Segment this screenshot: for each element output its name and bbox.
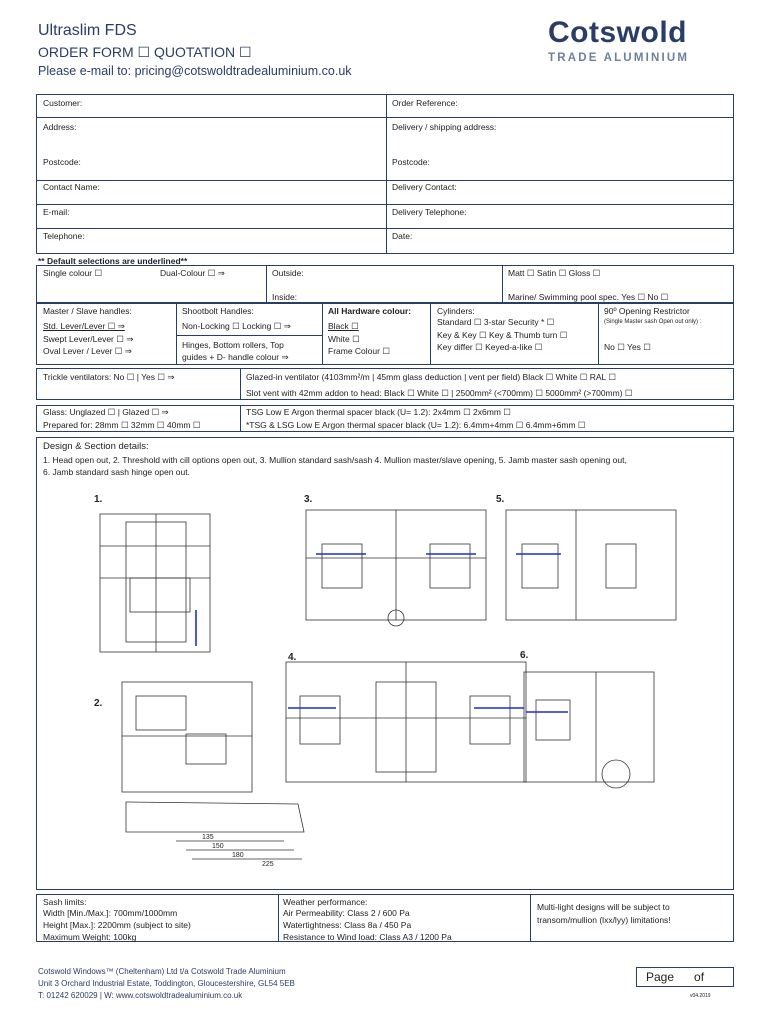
dimension-label: 180 — [232, 852, 244, 859]
delivery-address-field[interactable]: Delivery / shipping address: — [392, 122, 497, 132]
delivery-telephone-field[interactable]: Delivery Telephone: — [392, 207, 467, 217]
email-instruction: Please e-mail to: pricing@cotswoldtradealuminium.co.uk — [38, 64, 352, 78]
design-description-2: 6. Jamb standard sash hinge open out. — [43, 467, 190, 477]
postcode-field[interactable]: Postcode: — [43, 157, 81, 167]
dimension-label: 150 — [212, 843, 224, 850]
sash-limits-title: Sash limits: — [43, 897, 87, 907]
dimension-label: 225 — [262, 861, 274, 868]
weather-title: Weather performance: — [283, 897, 368, 907]
footer-company: Cotswold Windows™ (Cheltenham) Ltd t/a Cotswold Trade Aluminium — [38, 967, 286, 976]
tsg-options[interactable]: TSG Low E Argon thermal spacer black (U= 1.2): 2x4mm ☐ 2x6mm ☐ — [246, 407, 511, 417]
design-description-1: 1. Head open out, 2. Threshold with cill options open out, 3. Mullion standard sash/sash 4. Mullion master/slave opening, 5. Jamb master sash opening out, — [43, 455, 627, 465]
footer-contact: T: 01242 620029 | W: www.cotswoldtradealuminium.co.uk — [38, 991, 243, 1000]
marine-spec-options[interactable]: Marine/ Swimming pool spec. Yes ☐ No ☐ — [508, 292, 669, 302]
dual-colour-option[interactable]: Dual-Colour ☐ ⇒ — [160, 268, 225, 278]
section-drawings — [36, 486, 734, 884]
cylinders-title: Cylinders: — [437, 306, 475, 316]
default-selections-note: ** Default selections are underlined** — [38, 256, 188, 266]
slot-vent-options[interactable]: Slot vent with 42mm addon to head: Black ☐ White ☐ | 2500mm² (<700mm) ☐ 5000mm² (>700mm) ☐ — [246, 388, 633, 398]
version-label: v04.2019 — [690, 993, 711, 999]
glazed-in-ventilator-options[interactable]: Glazed-in ventilator (4103mm²/m | 45mm glass deduction | vent per field) Black ☐ White ☐ RAL ☐ — [246, 372, 616, 382]
cylinder-differ-option[interactable]: Key differ ☐ Keyed-a-like ☐ — [437, 342, 543, 352]
date-field[interactable]: Date: — [392, 231, 413, 241]
form-type[interactable]: ORDER FORM ☐ QUOTATION ☐ — [38, 44, 252, 60]
prepared-for-options[interactable]: Prepared for: 28mm ☐ 32mm ☐ 40mm ☐ — [43, 420, 201, 430]
hardware-frame-colour-option[interactable]: Frame Colour ☐ — [328, 346, 390, 356]
shootbolt-options[interactable]: Non-Locking ☐ Locking ☐ ⇒ — [182, 321, 291, 331]
air-permeability: Air Permeability: Class 2 / 600 Pa — [283, 908, 410, 918]
drawing-number-1: 1. — [94, 494, 103, 505]
hardware-colour-title: All Hardware colour: — [328, 306, 412, 316]
order-reference-field[interactable]: Order Reference: — [392, 98, 458, 108]
multi-light-note-1: Multi-light designs will be subject to — [537, 902, 670, 912]
customer-field[interactable]: Customer: — [43, 98, 83, 108]
sash-weight: Maximum Weight: 100kg — [43, 932, 137, 942]
contact-name-field[interactable]: Contact Name: — [43, 182, 100, 192]
tsg-lsg-options[interactable]: *TSG & LSG Low E Argon thermal spacer black (U= 1.2): 6.4mm+4mm ☐ 6.4mm+6mm ☐ — [246, 420, 586, 430]
drawing-number-3: 3. — [304, 494, 313, 505]
oval-lever-option[interactable]: Oval Lever / Lever ☐ ⇒ — [43, 346, 132, 356]
swept-lever-option[interactable]: Swept Lever/Lever ☐ ⇒ — [43, 334, 134, 344]
restrictor-title: 90º Opening Restrictor — [604, 306, 690, 316]
restrictor-note: (Single Master sash Open out only) : — [604, 319, 702, 325]
logo-main: Cotswold — [548, 16, 687, 49]
multi-light-note-2: transom/mullion (lxx/lyy) limitations! — [537, 915, 671, 925]
hinges-label: Hinges, Bottom rollers, Top — [182, 340, 284, 350]
drawing-number-2: 2. — [94, 698, 103, 709]
std-lever-option[interactable]: Std. Lever/Lever ☐ ⇒ — [43, 321, 125, 331]
single-colour-option[interactable]: Single colour ☐ — [43, 268, 103, 278]
customer-box — [36, 94, 734, 254]
watertightness: Watertightness: Class 8a / 450 Pa — [283, 920, 412, 930]
delivery-postcode-field[interactable]: Postcode: — [392, 157, 430, 167]
glass-options[interactable]: Glass: Unglazed ☐ | Glazed ☐ ⇒ — [43, 407, 169, 417]
hardware-white-option[interactable]: White ☐ — [328, 334, 360, 344]
email-field[interactable]: E-mail: — [43, 207, 70, 217]
restrictor-options[interactable]: No ☐ Yes ☐ — [604, 342, 651, 352]
dimension-label: 135 — [202, 834, 214, 841]
finish-options[interactable]: Matt ☐ Satin ☐ Gloss ☐ — [508, 268, 601, 278]
shootbolt-title: Shootbolt Handles: — [182, 306, 254, 316]
sash-height: Height [Max.]: 2200mm (subject to site) — [43, 920, 191, 930]
outside-colour-field[interactable]: Outside: — [272, 268, 304, 278]
design-title: Design & Section details: — [43, 441, 149, 452]
trickle-ventilators-options[interactable]: Trickle ventilators: No ☐ | Yes ☐ ⇒ — [43, 372, 175, 382]
footer-address: Unit 3 Orchard Industrial Estate, Toddington, Gloucestershire, GL54 5EB — [38, 979, 295, 988]
drawing-number-5: 5. — [496, 494, 505, 505]
cylinder-key-option[interactable]: Key & Key ☐ Key & Thumb turn ☐ — [437, 330, 568, 340]
page-label: Page of — [646, 970, 705, 984]
address-field[interactable]: Address: — [43, 122, 77, 132]
logo-sub: TRADE ALUMINIUM — [548, 52, 690, 64]
sash-width: Width [Min./Max.]: 700mm/1000mm — [43, 908, 178, 918]
form-title: Ultraslim FDS — [38, 22, 137, 39]
cylinder-standard-option[interactable]: Standard ☐ 3-star Security * ☐ — [437, 317, 555, 327]
handles-title: Master / Slave handles: — [43, 306, 132, 316]
wind-resistance: Resistance to Wind load: Class A3 / 1200 Pa — [283, 932, 452, 942]
telephone-field[interactable]: Telephone: — [43, 231, 85, 241]
hardware-black-option[interactable]: Black ☐ — [328, 321, 359, 331]
drawing-number-6: 6. — [520, 650, 529, 661]
inside-colour-field[interactable]: Inside: — [272, 292, 298, 302]
delivery-contact-field[interactable]: Delivery Contact: — [392, 182, 457, 192]
hinges-colour-option[interactable]: guides + D- handle colour ⇒ — [182, 352, 289, 362]
drawing-number-4: 4. — [288, 652, 297, 663]
